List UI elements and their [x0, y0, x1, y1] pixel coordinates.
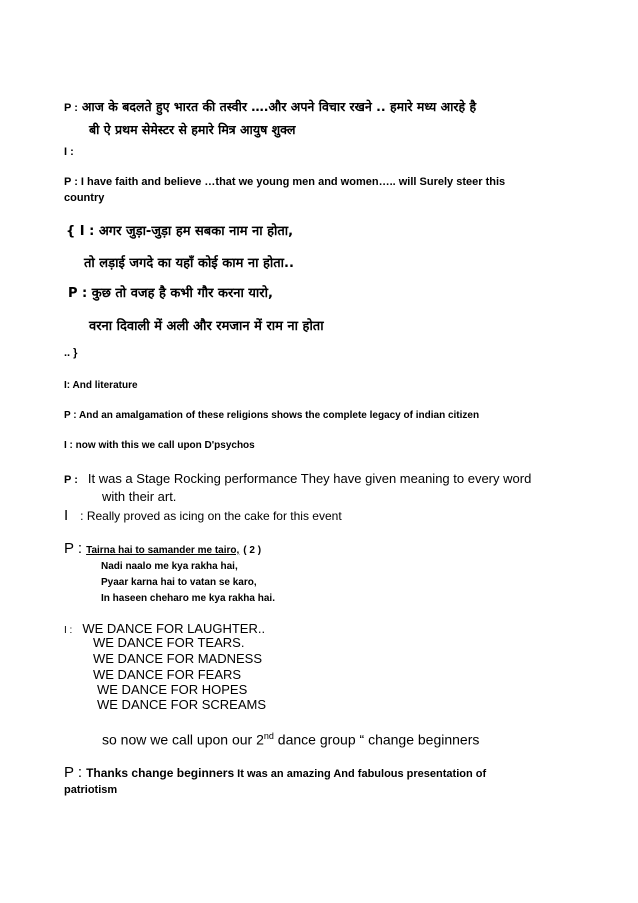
poem-line-4: वरना दिवाली में अली और रमजान में राम ना होता	[89, 319, 324, 334]
song-repeat: ( 2 )	[243, 545, 262, 556]
speaker-label: I :	[64, 625, 73, 636]
lyric-line: Nadi naalo me kya rakha hai,	[101, 561, 238, 572]
announce-post: dance group “ change beginners	[273, 731, 480, 748]
speaker-label: P :	[64, 102, 78, 114]
dialogue-line-1	[64, 98, 476, 116]
dance-line: WE DANCE FOR MADNESS	[93, 651, 263, 666]
poem-close: .. }	[64, 347, 78, 359]
dance-line: WE DANCE FOR TEARS.	[93, 635, 245, 650]
poem-line-3: P : कुछ तो वजह है कभी गौर करना यारो,	[68, 286, 273, 301]
dialogue-line-2: बी ऐ प्रथम सेमेस्टर से हमारे मित्र आयुष शुक्ल	[89, 122, 296, 137]
speaker-i-empty: I :	[64, 146, 74, 158]
speaker-label: P :	[64, 474, 78, 486]
hindi-text: आज के बदलते हुए भारत की तस्वीर ….और अपने विचार रखने .. हमारे मध्य आरहे है	[81, 99, 477, 114]
icing-text: : Really proved as icing on the cake for this event	[80, 509, 342, 523]
icing-line	[64, 507, 342, 525]
closing-line-cont: patriotism	[64, 784, 118, 796]
faith-line: P : I have faith and believe …that we young men and women….. will Surely steer this	[64, 176, 506, 188]
lyric-line: In haseen cheharo me kya rakha hai.	[101, 593, 275, 604]
announcement-line	[102, 731, 479, 748]
closing-text: It was an amazing And fabulous presentation of	[234, 768, 487, 780]
poem-line-1: { I : अगर जुड़ा-जुड़ा हम सबका नाम ना होता,	[66, 224, 294, 239]
dance-line: WE DANCE FOR SCREAMS	[97, 697, 267, 712]
song-title: Tairna hai to samander me tairo,	[86, 545, 240, 556]
dance-text: WE DANCE FOR LAUGHTER..	[82, 621, 266, 636]
performance-line-cont: with their art.	[102, 489, 177, 504]
announce-pre: so now we call upon our 2	[102, 731, 264, 748]
dance-line: WE DANCE FOR FEARS	[93, 667, 242, 682]
song-title-line	[64, 540, 261, 558]
amalgamation-line: P : And an amalgamation of these religions shows the complete legacy of indian citizen	[64, 410, 480, 421]
closing-line	[64, 764, 486, 782]
performance-line	[64, 470, 531, 488]
lyric-line: Pyaar karna hai to vatan se karo,	[101, 577, 257, 588]
performance-text: It was a Stage Rocking performance They have given meaning to every word	[87, 471, 532, 486]
dpsychos-line: I : now with this we call upon D'psychos	[64, 440, 255, 451]
speaker-label: P :	[64, 764, 83, 781]
literature-line: I: And literature	[64, 380, 138, 391]
dance-line: WE DANCE FOR HOPES	[97, 682, 248, 697]
thanks-text: Thanks change beginners	[86, 766, 235, 780]
faith-line-cont: country	[64, 192, 105, 204]
speaker-label: P :	[64, 540, 83, 557]
speaker-label: I	[64, 507, 69, 524]
poem-line-2: तो लड़ाई जगदे का यहाँ कोई काम ना होता..	[84, 256, 294, 271]
announce-sup: nd	[263, 731, 274, 741]
